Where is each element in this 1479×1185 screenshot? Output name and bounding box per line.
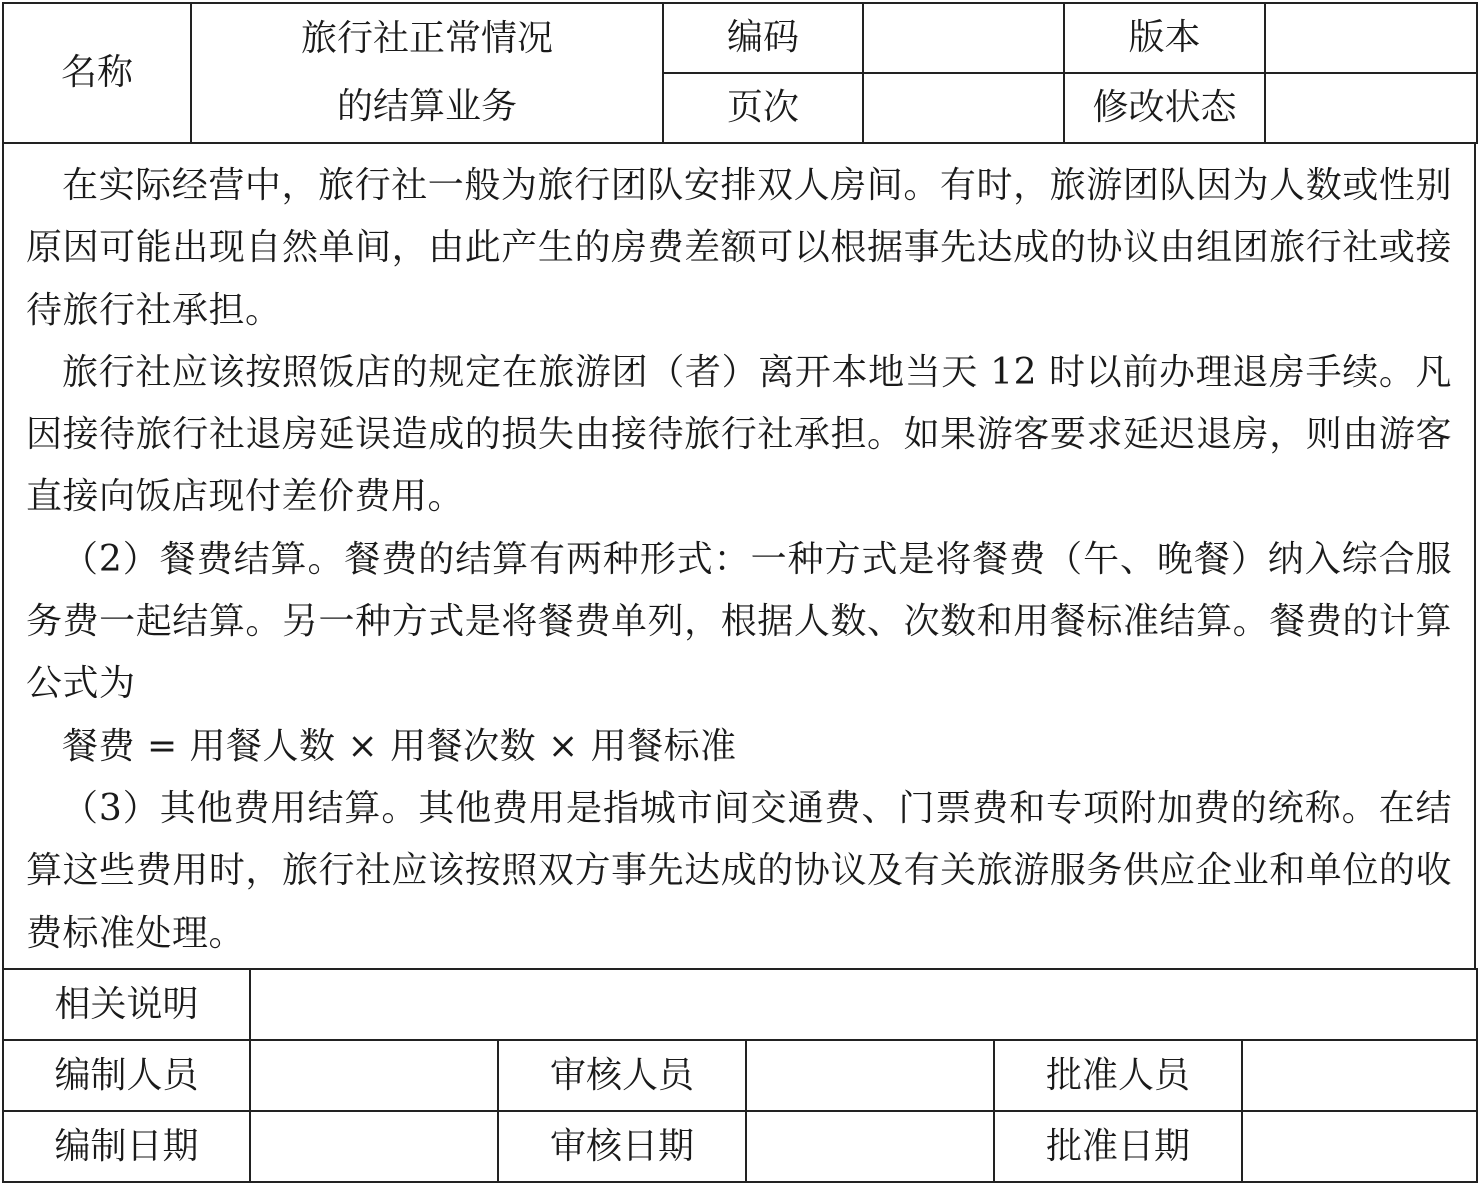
name-value-line2: 的结算业务: [336, 86, 517, 127]
name-label: 名称: [3, 3, 191, 143]
footer-row-people: [3, 1040, 1477, 1111]
review-date-label: 审核日期: [498, 1111, 746, 1182]
reviewer-label: 审核人员: [498, 1040, 746, 1111]
name-value: [191, 3, 663, 143]
notes-value: [250, 969, 1477, 1040]
page-value: [863, 73, 1064, 143]
header-table: [2, 2, 1478, 144]
header-row-1: [3, 3, 1477, 73]
paragraph-other-fees: （3）其他费用结算。其他费用是指城市间交通费、门票费和专项附加费的统称。在结算这些费用时，旅行社应该按照双方事先达成的协议及有关旅游服务供应企业和单位的收费标准处理。: [26, 787, 1452, 954]
approver-value: [1242, 1040, 1477, 1111]
code-value: [863, 3, 1064, 73]
approve-date-value: [1242, 1111, 1477, 1182]
footer-row-notes: [3, 969, 1477, 1040]
editor-label: 编制人员: [3, 1040, 250, 1111]
paragraph-room-single: 在实际经营中，旅行社一般为旅行团队安排双人房间。有时，旅游团队因为人数或性别原因可能出现自然单间，由此产生的房费差额可以根据事先达成的协议由组团旅行社或接待旅行社承担。: [26, 165, 1452, 331]
edit-date-value: [250, 1111, 498, 1182]
edit-date-label: 编制日期: [3, 1111, 250, 1182]
paragraph-meal-formula: 餐费 = 用餐人数 × 用餐次数 × 用餐标准: [62, 725, 737, 767]
approver-label: 批准人员: [994, 1040, 1242, 1111]
page-label: 页次: [663, 73, 863, 143]
footer-row-dates: [3, 1111, 1477, 1182]
paragraph-meal-settlement: （2）餐费结算。餐费的结算有两种形式：一种方式是将餐费（午、晚餐）纳入综合服务费一起结算。另一种方式是将餐费单列，根据人数、次数和用餐标准结算。餐费的计算公式为: [26, 538, 1452, 705]
version-value: [1265, 3, 1477, 73]
approve-date-label: 批准日期: [994, 1111, 1242, 1182]
body-content: [2, 143, 1476, 969]
paragraph-checkout: 旅行社应该按照饭店的规定在旅游团（者）离开本地当天 12 时以前办理退房手续。凡因接待旅行社退房延误造成的损失由接待旅行社承担。如果游客要求延迟退房，则由游客直接向饭店现付差价费用。: [26, 351, 1452, 518]
review-date-value: [746, 1111, 994, 1182]
revision-label: 修改状态: [1064, 73, 1265, 143]
version-label: 版本: [1064, 3, 1265, 73]
revision-value: [1265, 73, 1477, 143]
editor-value: [250, 1040, 498, 1111]
reviewer-value: [746, 1040, 994, 1111]
notes-label: 相关说明: [3, 969, 250, 1040]
code-label: 编码: [663, 3, 863, 73]
name-value-line1: 旅行社正常情况: [300, 18, 553, 59]
footer-table: [2, 968, 1478, 1183]
